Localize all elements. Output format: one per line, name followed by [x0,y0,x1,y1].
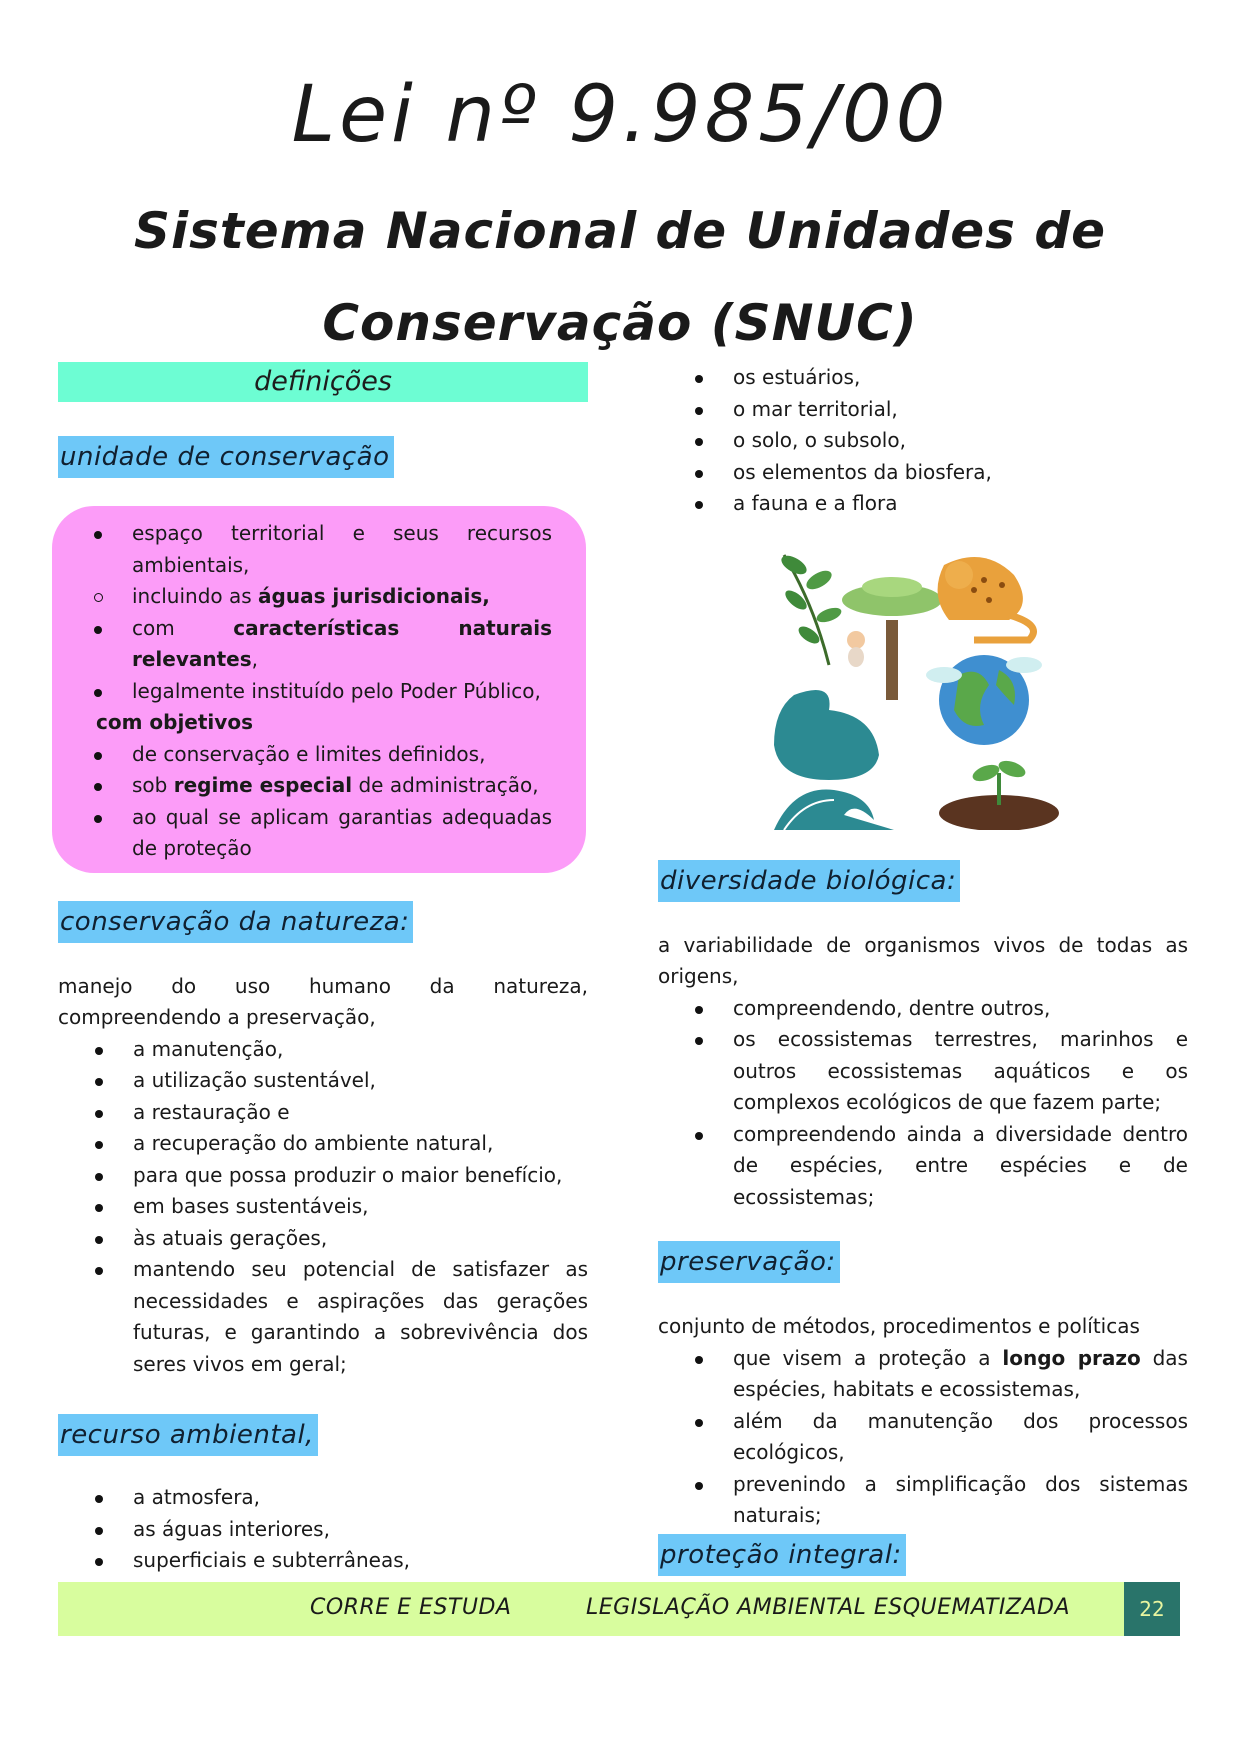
list-item: sob regime especial de administração, [52,770,552,802]
list-item: prevenindo a simplificação dos sistemas naturais; [658,1469,1188,1532]
objectives-label: com objetivos [96,710,253,734]
list-item: a utilização sustentável, [58,1065,588,1097]
heading-recurso-ambiental: recurso ambiental, [58,1414,318,1456]
definitions-band: definições [58,362,588,402]
list-item: superficiais e subterrâneas, [58,1545,588,1577]
pres-intro: conjunto de métodos, procedimentos e políticas [658,1314,1140,1338]
footer-brand: CORRE E ESTUDA [310,1595,512,1620]
ra-cont-list [658,362,1188,520]
list-item: compreendendo, dentre outros, [658,993,1188,1025]
page-footer [58,1582,1180,1636]
heading-conservacao-natureza: conservação da natureza: [58,901,413,943]
list-item: a atmosfera, [58,1482,588,1514]
heading-preservacao: preservação: [658,1241,840,1283]
list-item: em bases sustentáveis, [58,1191,588,1223]
ra-list [58,1482,588,1577]
list-item: as águas interiores, [58,1514,588,1546]
list-item: a manutenção, [58,1034,588,1066]
page-number: 22 [1124,1582,1180,1636]
list-item: ao qual se aplicam garantias adequadas de proteção [52,802,552,865]
footer-series: LEGISLAÇÃO AMBIENTAL ESQUEMATIZADA [586,1595,1071,1620]
heading-protecao-integral: proteção integral: [658,1534,906,1576]
db-intro: a variabilidade de organismos vivos de todas as origens, [658,932,1188,988]
page-subtitle: Sistema Nacional de Unidades de Conservação (SNUC) [133,202,1107,352]
list-item: incluindo as águas jurisdicionais, [52,581,552,613]
list-item: os elementos da biosfera, [658,457,1188,489]
nature-illustration-icon [774,545,1059,830]
list-item: a fauna e a flora [658,488,1188,520]
heading-diversidade-biologica: diversidade biológica: [658,860,960,902]
uc-definition-box [52,506,586,873]
list-item: o mar territorial, [658,394,1188,426]
cn-list [58,1034,588,1381]
list-item: espaço territorial e seus recursos ambientais, [52,518,552,581]
page-title: Lei nº 9.985/00 [291,70,950,160]
pres-list [658,1343,1188,1532]
list-item: os estuários, [658,362,1188,394]
list-item: os ecossistemas terrestres, marinhos e outros ecossistemas aquáticos e os complexos ecológicos de que fazem parte; [658,1024,1188,1119]
list-item: de conservação e limites definidos, [52,739,552,771]
list-item: às atuais gerações, [58,1223,588,1255]
db-list [658,993,1188,1214]
left-column [58,362,588,1577]
cn-intro: manejo do uso humano da natureza, compreendendo a preservação, [58,973,588,1029]
list-item: além da manutenção dos processos ecológicos, [658,1406,1188,1469]
list-item: compreendendo ainda a diversidade dentro de espécies, entre espécies e de ecossistemas; [658,1119,1188,1214]
list-item: com características naturais relevantes, [52,613,552,676]
list-item: mantendo seu potencial de satisfazer as necessidades e aspirações das gerações futuras, e garantindo a sobrevivência dos seres vivos em geral; [58,1254,588,1380]
list-item: a recuperação do ambiente natural, [58,1128,588,1160]
heading-unidade-conservacao: unidade de conservação [58,436,394,478]
list-item: a restauração e [58,1097,588,1129]
list-item: legalmente instituído pelo Poder Público, [52,676,552,708]
list-item: que visem a proteção a longo prazo das espécies, habitats e ecossistemas, [658,1343,1188,1406]
list-item: para que possa produzir o maior benefício, [58,1160,588,1192]
list-item: o solo, o subsolo, [658,425,1188,457]
